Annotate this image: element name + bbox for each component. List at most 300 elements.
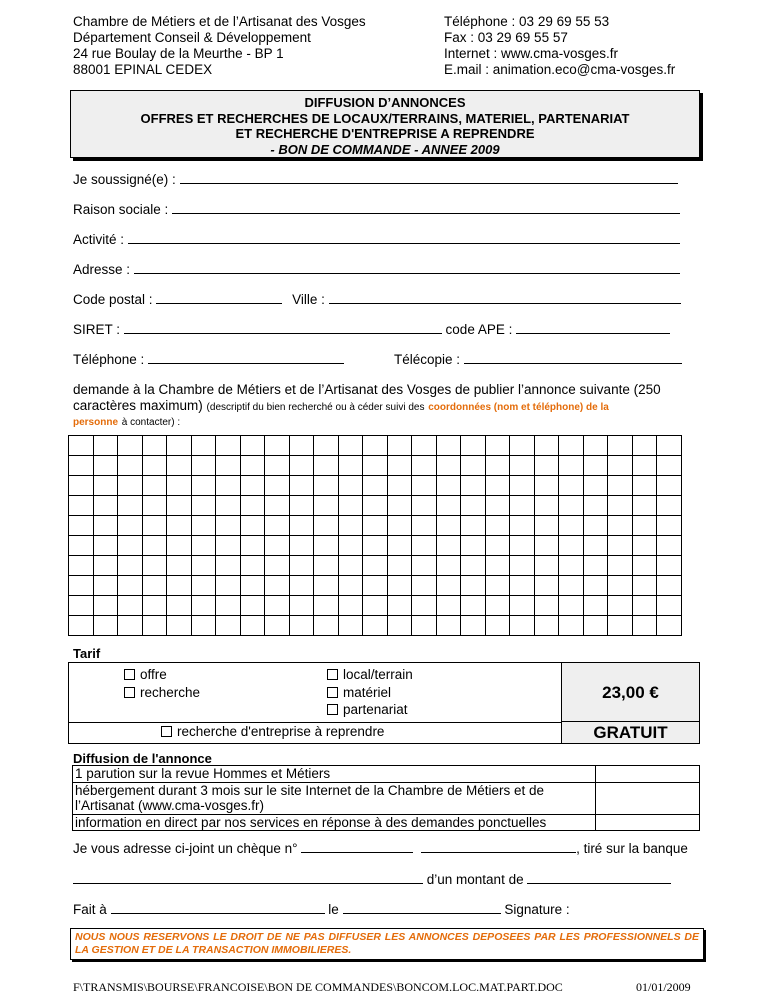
siret-label: SIRET : <box>73 322 121 337</box>
grid-cell[interactable] <box>118 476 143 496</box>
grid-cell[interactable] <box>461 596 486 616</box>
grid-cell[interactable] <box>436 516 461 536</box>
grid-cell[interactable] <box>191 496 216 516</box>
grid-cell[interactable] <box>608 516 633 536</box>
grid-cell[interactable] <box>632 576 657 596</box>
codepostal-input[interactable] <box>156 292 282 304</box>
date-input[interactable] <box>343 902 501 914</box>
grid-cell[interactable] <box>657 516 682 536</box>
grid-cell[interactable] <box>167 596 192 616</box>
grid-cell[interactable] <box>534 456 559 476</box>
option-offre[interactable] <box>124 666 200 684</box>
grid-cell[interactable] <box>191 576 216 596</box>
checkbox-icon[interactable] <box>161 726 172 737</box>
grid-cell[interactable] <box>608 596 633 616</box>
grid-cell[interactable] <box>608 436 633 456</box>
grid-cell[interactable] <box>412 476 437 496</box>
grid-cell[interactable] <box>69 556 94 576</box>
grid-cell[interactable] <box>436 476 461 496</box>
grid-cell[interactable] <box>608 616 633 636</box>
grid-cell[interactable] <box>534 476 559 496</box>
grid-cell[interactable] <box>461 556 486 576</box>
grid-cell[interactable] <box>583 616 608 636</box>
grid-cell[interactable] <box>191 456 216 476</box>
header-right-line: Téléphone : 03 29 69 55 53 <box>444 14 610 29</box>
grid-cell[interactable] <box>412 536 437 556</box>
grid-cell[interactable] <box>289 616 314 636</box>
grid-cell[interactable] <box>461 536 486 556</box>
adresse-input[interactable] <box>134 262 680 274</box>
grid-cell[interactable] <box>265 536 290 556</box>
grid-cell[interactable] <box>485 576 510 596</box>
grid-cell[interactable] <box>142 496 167 516</box>
grid-cell[interactable] <box>265 616 290 636</box>
grid-cell[interactable] <box>559 496 584 516</box>
diffusion-empty-cell <box>596 766 700 783</box>
demande-line: caractères maximum) <box>73 397 203 413</box>
grid-cell[interactable] <box>167 436 192 456</box>
grid-cell[interactable] <box>510 496 535 516</box>
grid-cell[interactable] <box>338 596 363 616</box>
grid-cell[interactable] <box>265 516 290 536</box>
checkbox-icon[interactable] <box>327 669 338 680</box>
grid-cell[interactable] <box>338 556 363 576</box>
grid-cell[interactable] <box>289 536 314 556</box>
grid-cell[interactable] <box>387 536 412 556</box>
grid-cell[interactable] <box>510 596 535 616</box>
grid-cell[interactable] <box>461 496 486 516</box>
grid-cell[interactable] <box>534 536 559 556</box>
grid-cell[interactable] <box>118 516 143 536</box>
grid-cell[interactable] <box>583 556 608 576</box>
grid-cell[interactable] <box>314 516 339 536</box>
title-line: OFFRES ET RECHERCHES DE LOCAUX/TERRAINS, MATERIEL, PARTENARIAT <box>140 110 630 126</box>
grid-cell[interactable] <box>265 596 290 616</box>
grid-cell[interactable] <box>583 596 608 616</box>
soussigne-input[interactable] <box>180 172 678 184</box>
field-fait <box>73 902 570 917</box>
grid-cell[interactable] <box>240 456 265 476</box>
grid-cell[interactable] <box>632 456 657 476</box>
grid-cell[interactable] <box>142 556 167 576</box>
grid-cell[interactable] <box>485 556 510 576</box>
grid-cell[interactable] <box>167 536 192 556</box>
grid-cell[interactable] <box>240 616 265 636</box>
grid-cell[interactable] <box>412 496 437 516</box>
grid-row <box>69 476 682 496</box>
grid-cell[interactable] <box>632 436 657 456</box>
grid-cell[interactable] <box>69 436 94 456</box>
grid-cell[interactable] <box>289 576 314 596</box>
grid-cell[interactable] <box>289 596 314 616</box>
banque-input[interactable] <box>73 872 423 884</box>
grid-cell[interactable] <box>632 556 657 576</box>
grid-cell[interactable] <box>93 516 118 536</box>
grid-cell[interactable] <box>240 436 265 456</box>
grid-cell[interactable] <box>69 496 94 516</box>
grid-cell[interactable] <box>69 576 94 596</box>
grid-cell[interactable] <box>363 596 388 616</box>
checkbox-icon[interactable] <box>124 669 135 680</box>
option-offre-label: offre <box>140 667 167 682</box>
grid-cell[interactable] <box>240 496 265 516</box>
grid-cell[interactable] <box>93 536 118 556</box>
grid-cell[interactable] <box>142 616 167 636</box>
grid-cell[interactable] <box>93 596 118 616</box>
grid-cell[interactable] <box>142 596 167 616</box>
grid-cell[interactable] <box>216 596 241 616</box>
grid-cell[interactable] <box>142 436 167 456</box>
grid-cell[interactable] <box>387 556 412 576</box>
telecopie-input[interactable] <box>464 352 682 364</box>
grid-cell[interactable] <box>69 616 94 636</box>
grid-cell[interactable] <box>289 476 314 496</box>
soussigne-label: Je soussigné(e) : <box>73 172 176 187</box>
grid-cell[interactable] <box>69 536 94 556</box>
grid-cell[interactable] <box>363 476 388 496</box>
grid-cell[interactable] <box>314 456 339 476</box>
grid-cell[interactable] <box>338 496 363 516</box>
grid-cell[interactable] <box>632 536 657 556</box>
faita-input[interactable] <box>111 902 325 914</box>
grid-cell[interactable] <box>289 516 314 536</box>
grid-cell[interactable] <box>657 476 682 496</box>
grid-cell[interactable] <box>632 476 657 496</box>
grid-cell[interactable] <box>363 516 388 536</box>
grid-cell[interactable] <box>338 576 363 596</box>
grid-cell[interactable] <box>93 556 118 576</box>
grid-cell[interactable] <box>485 516 510 536</box>
grid-cell[interactable] <box>216 496 241 516</box>
grid-cell[interactable] <box>118 496 143 516</box>
grid-cell[interactable] <box>534 616 559 636</box>
grid-cell[interactable] <box>69 476 94 496</box>
grid-cell[interactable] <box>485 616 510 636</box>
grid-cell[interactable] <box>338 516 363 536</box>
grid-cell[interactable] <box>657 536 682 556</box>
raison-input[interactable] <box>172 202 680 214</box>
grid-cell[interactable] <box>338 436 363 456</box>
grid-cell[interactable] <box>240 476 265 496</box>
grid-cell[interactable] <box>436 556 461 576</box>
grid-cell[interactable] <box>191 616 216 636</box>
ape-input[interactable] <box>516 322 670 334</box>
grid-cell[interactable] <box>314 496 339 516</box>
grid-cell[interactable] <box>216 456 241 476</box>
option-local[interactable] <box>327 666 413 684</box>
option-materiel[interactable] <box>327 684 413 702</box>
demande-hint-orange: coordonnées (nom et téléphone) de la <box>428 401 609 413</box>
annonce-character-grid[interactable] <box>68 435 682 636</box>
diffusion-table <box>72 765 700 831</box>
grid-cell[interactable] <box>387 436 412 456</box>
grid-cell[interactable] <box>265 556 290 576</box>
grid-cell[interactable] <box>534 576 559 596</box>
grid-cell[interactable] <box>485 476 510 496</box>
grid-cell[interactable] <box>485 496 510 516</box>
grid-cell[interactable] <box>93 576 118 596</box>
grid-cell[interactable] <box>387 516 412 536</box>
grid-cell[interactable] <box>534 556 559 576</box>
grid-cell[interactable] <box>363 556 388 576</box>
grid-cell[interactable] <box>265 496 290 516</box>
grid-cell[interactable] <box>142 516 167 536</box>
grid-cell[interactable] <box>338 616 363 636</box>
grid-cell[interactable] <box>510 616 535 636</box>
grid-cell[interactable] <box>387 456 412 476</box>
grid-cell[interactable] <box>485 596 510 616</box>
grid-cell[interactable] <box>387 576 412 596</box>
grid-cell[interactable] <box>657 496 682 516</box>
grid-cell[interactable] <box>510 476 535 496</box>
grid-cell[interactable] <box>69 456 94 476</box>
grid-cell[interactable] <box>559 556 584 576</box>
grid-cell[interactable] <box>118 576 143 596</box>
grid-cell[interactable] <box>314 536 339 556</box>
grid-cell[interactable] <box>167 496 192 516</box>
grid-cell[interactable] <box>461 476 486 496</box>
grid-cell[interactable] <box>657 556 682 576</box>
grid-cell[interactable] <box>559 576 584 596</box>
grid-cell[interactable] <box>510 436 535 456</box>
grid-cell[interactable] <box>265 436 290 456</box>
grid-cell[interactable] <box>412 436 437 456</box>
grid-cell[interactable] <box>142 576 167 596</box>
grid-cell[interactable] <box>93 496 118 516</box>
grid-cell[interactable] <box>265 576 290 596</box>
checkbox-icon[interactable] <box>327 687 338 698</box>
grid-cell[interactable] <box>485 456 510 476</box>
field-telephone <box>73 352 344 367</box>
field-telecopie <box>394 352 682 367</box>
field-codepostal <box>73 292 681 307</box>
grid-cell[interactable] <box>216 556 241 576</box>
grid-cell[interactable] <box>289 556 314 576</box>
grid-cell[interactable] <box>118 616 143 636</box>
title-box <box>70 90 700 158</box>
grid-cell[interactable] <box>485 536 510 556</box>
grid-cell[interactable] <box>461 516 486 536</box>
grid-cell[interactable] <box>363 496 388 516</box>
grid-cell[interactable] <box>142 536 167 556</box>
checkbox-icon[interactable] <box>327 704 338 715</box>
grid-cell[interactable] <box>461 436 486 456</box>
cheque-number-input[interactable] <box>301 841 413 853</box>
checkbox-icon[interactable] <box>124 687 135 698</box>
grid-cell[interactable] <box>167 616 192 636</box>
grid-cell[interactable] <box>583 496 608 516</box>
grid-cell[interactable] <box>412 556 437 576</box>
grid-cell[interactable] <box>191 476 216 496</box>
grid-cell[interactable] <box>608 456 633 476</box>
grid-cell[interactable] <box>314 556 339 576</box>
grid-cell[interactable] <box>240 576 265 596</box>
grid-cell[interactable] <box>436 496 461 516</box>
banque-label: , tiré sur la banque <box>576 841 688 856</box>
grid-cell[interactable] <box>436 616 461 636</box>
option-reprise[interactable] <box>161 724 384 739</box>
activite-input[interactable] <box>128 232 680 244</box>
grid-cell[interactable] <box>118 536 143 556</box>
grid-cell[interactable] <box>93 616 118 636</box>
grid-cell[interactable] <box>387 476 412 496</box>
grid-cell[interactable] <box>534 596 559 616</box>
grid-cell[interactable] <box>240 596 265 616</box>
grid-cell[interactable] <box>559 516 584 536</box>
grid-cell[interactable] <box>608 476 633 496</box>
grid-cell[interactable] <box>583 436 608 456</box>
grid-cell[interactable] <box>363 576 388 596</box>
grid-cell[interactable] <box>461 576 486 596</box>
grid-cell[interactable] <box>314 436 339 456</box>
grid-cell[interactable] <box>191 536 216 556</box>
grid-cell[interactable] <box>510 536 535 556</box>
grid-cell[interactable] <box>485 436 510 456</box>
title-subtitle: - BON DE COMMANDE - ANNEE 2009 <box>270 141 500 157</box>
grid-cell[interactable] <box>461 456 486 476</box>
grid-cell[interactable] <box>412 576 437 596</box>
ville-input[interactable] <box>329 292 681 304</box>
grid-cell[interactable] <box>534 496 559 516</box>
diffusion-label: Diffusion de l'annonce <box>73 751 212 766</box>
grid-cell[interactable] <box>657 596 682 616</box>
grid-cell[interactable] <box>314 576 339 596</box>
grid-cell[interactable] <box>191 436 216 456</box>
grid-cell[interactable] <box>412 456 437 476</box>
grid-cell[interactable] <box>363 616 388 636</box>
grid-cell[interactable] <box>632 596 657 616</box>
grid-cell[interactable] <box>510 576 535 596</box>
grid-cell[interactable] <box>583 516 608 536</box>
grid-cell[interactable] <box>387 616 412 636</box>
grid-cell[interactable] <box>608 536 633 556</box>
grid-cell[interactable] <box>559 436 584 456</box>
grid-cell[interactable] <box>240 516 265 536</box>
grid-cell[interactable] <box>583 536 608 556</box>
grid-cell[interactable] <box>216 536 241 556</box>
grid-cell[interactable] <box>289 456 314 476</box>
grid-cell[interactable] <box>167 556 192 576</box>
grid-cell[interactable] <box>436 436 461 456</box>
grid-cell[interactable] <box>69 596 94 616</box>
grid-cell[interactable] <box>632 516 657 536</box>
grid-cell[interactable] <box>559 536 584 556</box>
grid-cell[interactable] <box>338 456 363 476</box>
telephone-input[interactable] <box>148 352 344 364</box>
grid-cell[interactable] <box>216 436 241 456</box>
grid-cell[interactable] <box>216 576 241 596</box>
grid-cell[interactable] <box>265 476 290 496</box>
grid-cell[interactable] <box>412 516 437 536</box>
grid-cell[interactable] <box>118 556 143 576</box>
grid-cell[interactable] <box>534 436 559 456</box>
cheque-number-input-2[interactable] <box>421 841 576 853</box>
grid-cell[interactable] <box>93 476 118 496</box>
grid-cell[interactable] <box>142 476 167 496</box>
grid-cell[interactable] <box>240 536 265 556</box>
option-recherche[interactable] <box>124 684 200 702</box>
grid-cell[interactable] <box>510 516 535 536</box>
header-right-line: Internet : www.cma-vosges.fr <box>444 46 619 61</box>
grid-cell[interactable] <box>363 536 388 556</box>
grid-cell[interactable] <box>657 436 682 456</box>
grid-cell[interactable] <box>118 456 143 476</box>
grid-cell[interactable] <box>608 556 633 576</box>
grid-cell[interactable] <box>632 496 657 516</box>
grid-cell[interactable] <box>191 596 216 616</box>
grid-cell[interactable] <box>314 476 339 496</box>
grid-cell[interactable] <box>167 456 192 476</box>
grid-cell[interactable] <box>436 576 461 596</box>
grid-cell[interactable] <box>216 516 241 536</box>
grid-cell[interactable] <box>534 516 559 536</box>
option-partenariat[interactable] <box>327 701 413 719</box>
grid-cell[interactable] <box>93 436 118 456</box>
grid-cell[interactable] <box>412 596 437 616</box>
grid-cell[interactable] <box>338 536 363 556</box>
grid-cell[interactable] <box>387 596 412 616</box>
grid-cell[interactable] <box>142 456 167 476</box>
grid-cell[interactable] <box>363 436 388 456</box>
grid-cell[interactable] <box>608 576 633 596</box>
grid-cell[interactable] <box>436 536 461 556</box>
grid-cell[interactable] <box>69 516 94 536</box>
grid-cell[interactable] <box>93 456 118 476</box>
grid-cell[interactable] <box>559 616 584 636</box>
grid-cell[interactable] <box>289 496 314 516</box>
grid-cell[interactable] <box>583 476 608 496</box>
grid-cell[interactable] <box>289 436 314 456</box>
grid-cell[interactable] <box>657 616 682 636</box>
grid-cell[interactable] <box>216 476 241 496</box>
grid-cell[interactable] <box>387 496 412 516</box>
grid-cell[interactable] <box>191 556 216 576</box>
grid-cell[interactable] <box>314 596 339 616</box>
grid-cell[interactable] <box>608 496 633 516</box>
grid-cell[interactable] <box>265 456 290 476</box>
grid-cell[interactable] <box>657 456 682 476</box>
grid-cell[interactable] <box>118 596 143 616</box>
field-raison <box>73 202 680 217</box>
grid-cell[interactable] <box>216 616 241 636</box>
grid-cell[interactable] <box>167 476 192 496</box>
grid-cell[interactable] <box>167 576 192 596</box>
montant-input[interactable] <box>527 872 671 884</box>
grid-cell[interactable] <box>118 436 143 456</box>
grid-cell[interactable] <box>436 596 461 616</box>
grid-cell[interactable] <box>461 616 486 636</box>
grid-cell[interactable] <box>314 616 339 636</box>
grid-cell[interactable] <box>559 456 584 476</box>
grid-cell[interactable] <box>338 476 363 496</box>
grid-cell[interactable] <box>583 576 608 596</box>
grid-cell[interactable] <box>632 616 657 636</box>
grid-cell[interactable] <box>412 616 437 636</box>
grid-cell[interactable] <box>559 476 584 496</box>
footer-path: F\TRANSMIS\BOURSE\FRANCOISE\BON DE COMMANDES\BONCOM.LOC.MAT.PART.DOC <box>73 980 563 994</box>
grid-cell[interactable] <box>657 576 682 596</box>
grid-cell[interactable] <box>510 556 535 576</box>
grid-cell[interactable] <box>240 556 265 576</box>
grid-cell[interactable] <box>363 456 388 476</box>
grid-cell[interactable] <box>510 456 535 476</box>
grid-cell[interactable] <box>436 456 461 476</box>
grid-cell[interactable] <box>167 516 192 536</box>
grid-cell[interactable] <box>191 516 216 536</box>
grid-cell[interactable] <box>559 596 584 616</box>
grid-cell[interactable] <box>583 456 608 476</box>
siret-input[interactable] <box>124 322 442 334</box>
